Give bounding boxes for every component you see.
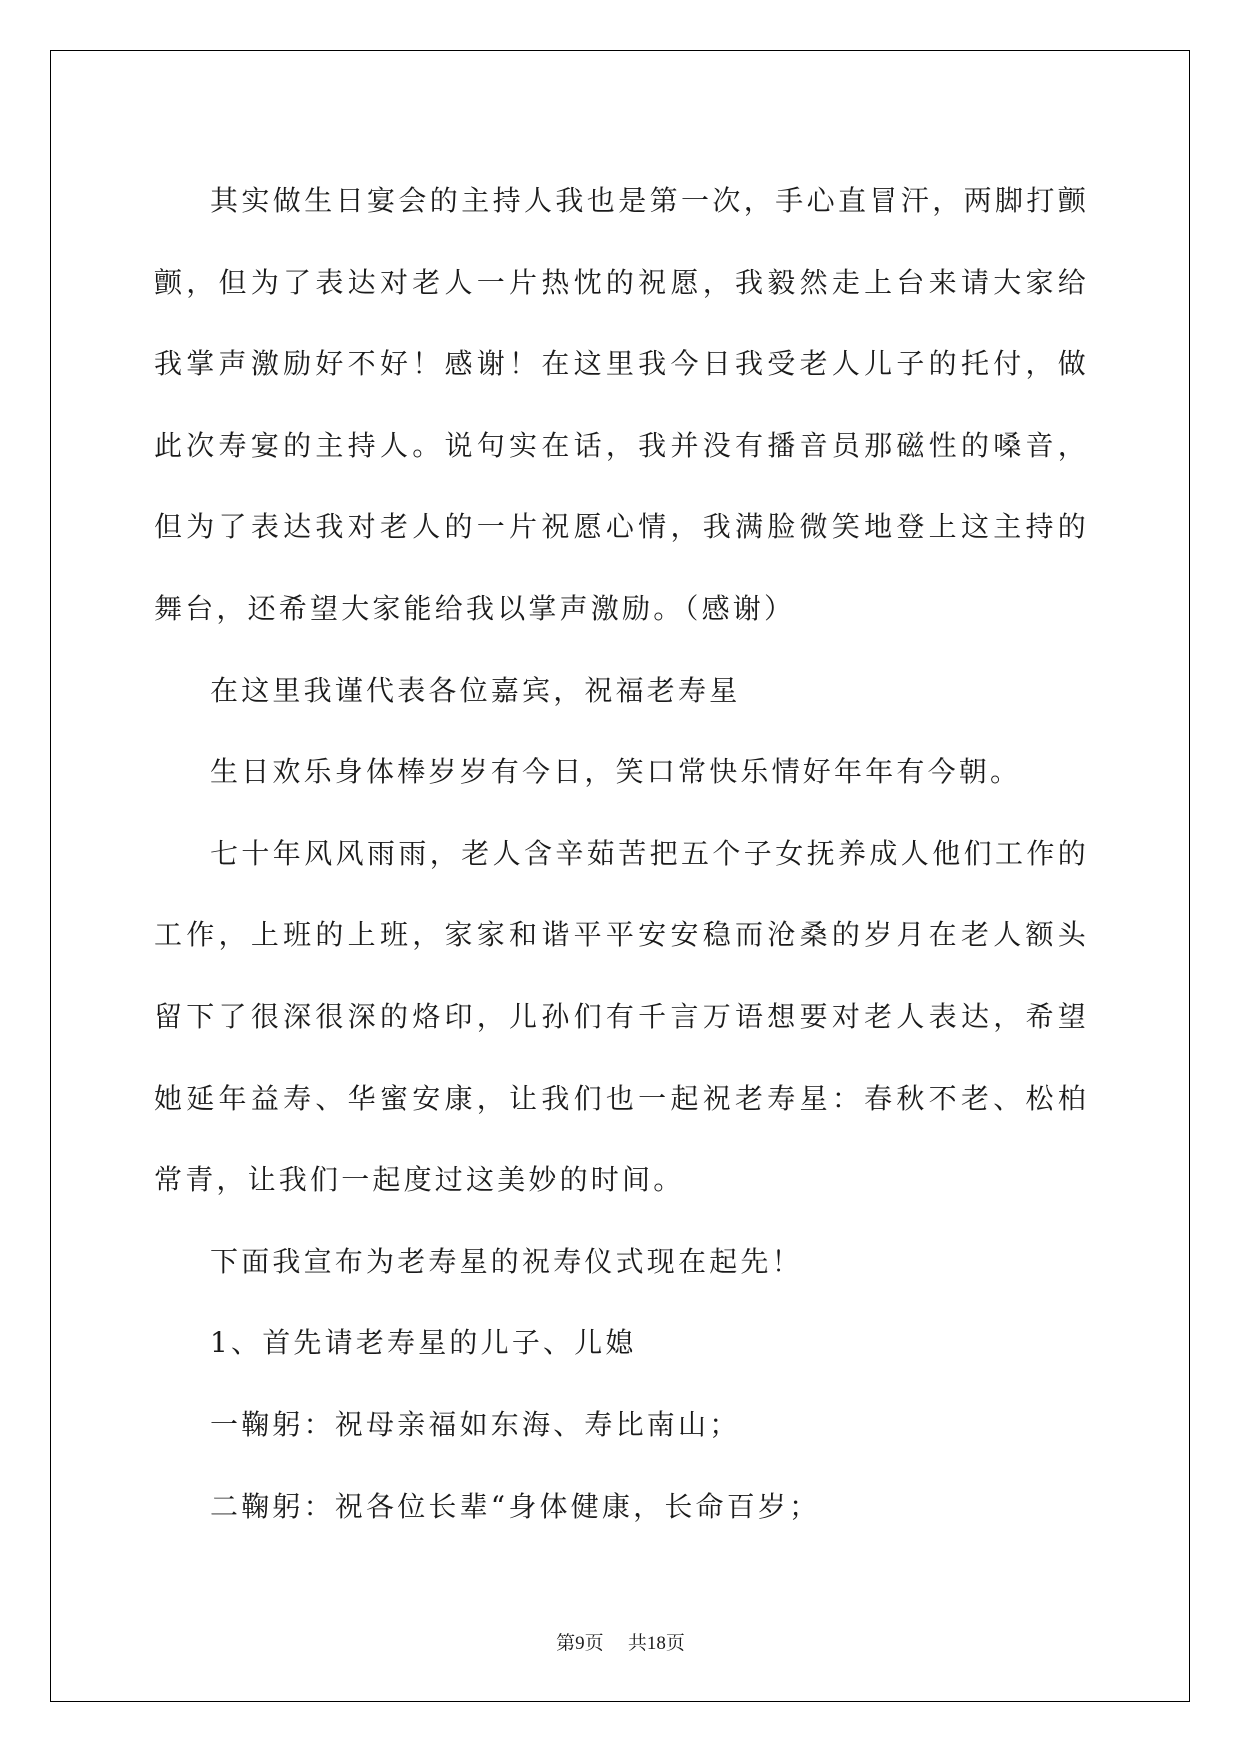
- page-footer: [0, 1628, 1241, 1655]
- page-prefix: 第: [556, 1632, 576, 1654]
- page-current: 9: [575, 1633, 585, 1654]
- paragraph: 一鞠躬：祝母亲福如东海、寿比南山；: [210, 1407, 741, 1441]
- total-prefix: 共: [627, 1632, 647, 1654]
- paragraph: 在这里我谨代表各位嘉宾，祝福老寿星: [210, 673, 741, 707]
- document-body: [154, 160, 1089, 1547]
- paragraph: 其实做生日宴会的主持人我也是第一次，手心直冒汗，两脚打颤颤，但为了表达对老人一片热忱的祝愿，我毅然走上台来请大家给我掌声激励好不好！感谢！在这里我今日我受老人儿子的托付，做此次寿宴的主持人。说句实在话，我并没有播音员那磁性的嗓音，但为了表达我对老人的一片祝愿心情，我满脸微笑地登上这主持的舞台，还希望大家能给我以掌声激励。（感谢）: [154, 184, 1089, 625]
- paragraph: 下面我宣布为老寿星的祝寿仪式现在起先！: [210, 1244, 803, 1278]
- page-suffix: 页: [584, 1632, 604, 1654]
- paragraph: 二鞠躬：祝各位长辈“身体健康，长命百岁；: [210, 1489, 821, 1523]
- paragraph: 1、首先请老寿星的儿子、儿媳: [210, 1326, 637, 1360]
- total-suffix: 页: [665, 1632, 685, 1654]
- paragraph: 生日欢乐身体棒岁岁有今日，笑口常快乐情好年年有今朝。: [210, 755, 1022, 789]
- page-total: 18: [646, 1633, 666, 1654]
- paragraph: 七十年风风雨雨，老人含辛茹苦把五个子女抚养成人他们工作的工作，上班的上班，家家和谐平平安安稳而沧桑的岁月在老人额头留下了很深很深的烙印，儿孙们有千言万语想要对老人表达，希望她延年益寿、华蜜安康，让我们也一起祝老寿星：春秋不老、松柏常青，让我们一起度过这美妙的时间。: [154, 836, 1089, 1197]
